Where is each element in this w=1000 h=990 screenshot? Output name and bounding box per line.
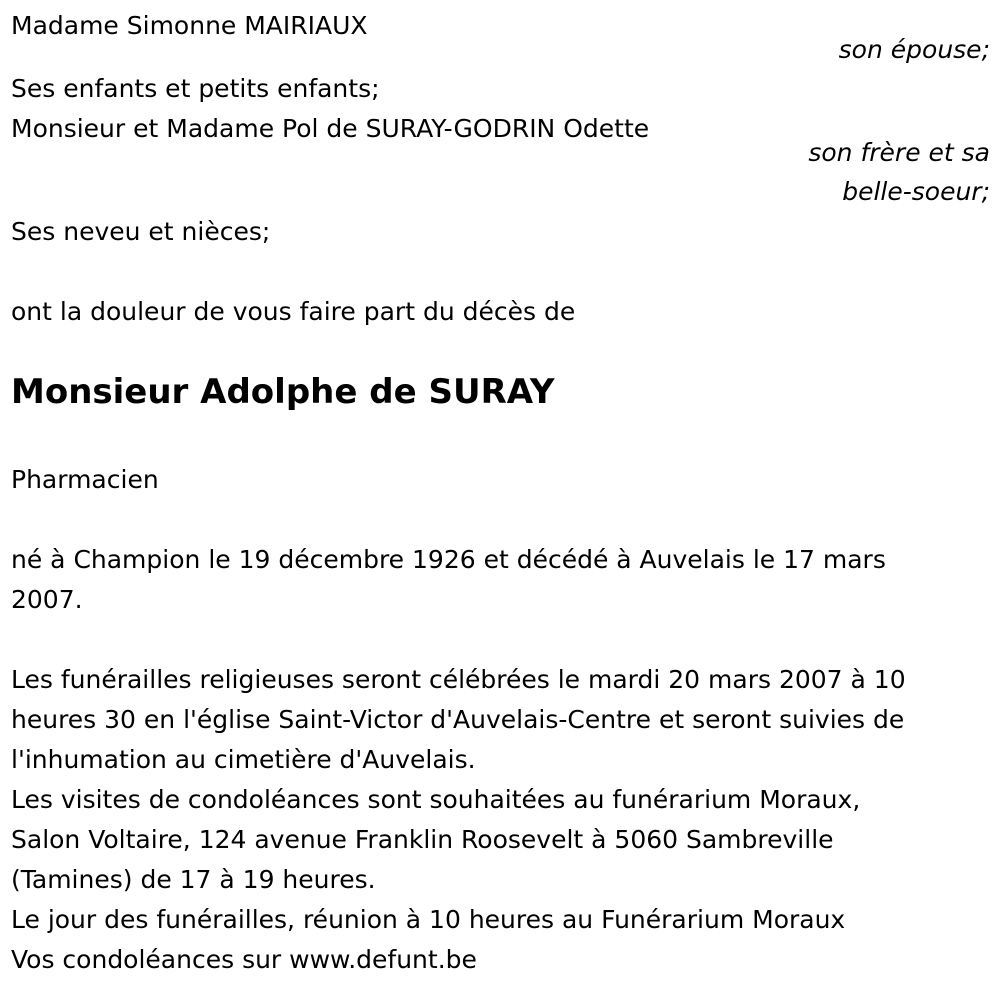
condolences-website-line: Vos condoléances sur www.defunt.be [11, 945, 477, 974]
funeral-line: Les funérailles religieuses seront célébrées le mardi 20 mars 2007 à 10 [11, 665, 906, 694]
birth-death-line-2: 2007. [11, 585, 83, 614]
birth-death-line-1: né à Champion le 19 décembre 1926 et décédé à Auvelais le 17 mars [11, 545, 886, 574]
spouse-name: Madame Simonne MAIRIAUX [11, 11, 368, 40]
deceased-name: Monsieur Adolphe de SURAY [11, 372, 555, 412]
condolence-visits-line: Salon Voltaire, 124 avenue Franklin Roosevelt à 5060 Sambreville [11, 825, 834, 854]
announcement-intro: ont la douleur de vous faire part du décès de [11, 297, 576, 326]
profession: Pharmacien [11, 465, 159, 494]
condolence-visits-line: (Tamines) de 17 à 19 heures. [11, 865, 376, 894]
children-line: Ses enfants et petits enfants; [11, 74, 380, 103]
sibling-role-line-2: belle-soeur; [842, 177, 990, 206]
nephews-line: Ses neveu et nièces; [11, 217, 271, 246]
condolence-visits-line: Les visites de condoléances sont souhaitées au funérarium Moraux, [11, 785, 861, 814]
sibling-name: Monsieur et Madame Pol de SURAY-GODRIN Odette [11, 114, 650, 143]
funeral-meeting-line: Le jour des funérailles, réunion à 10 heures au Funérarium Moraux [11, 905, 846, 934]
sibling-role-line-1: son frère et sa [808, 138, 990, 167]
funeral-line: heures 30 en l'église Saint-Victor d'Auvelais-Centre et seront suivies de [11, 705, 905, 734]
funeral-line: l'inhumation au cimetière d'Auvelais. [11, 745, 476, 774]
spouse-role: son épouse; [838, 35, 990, 64]
